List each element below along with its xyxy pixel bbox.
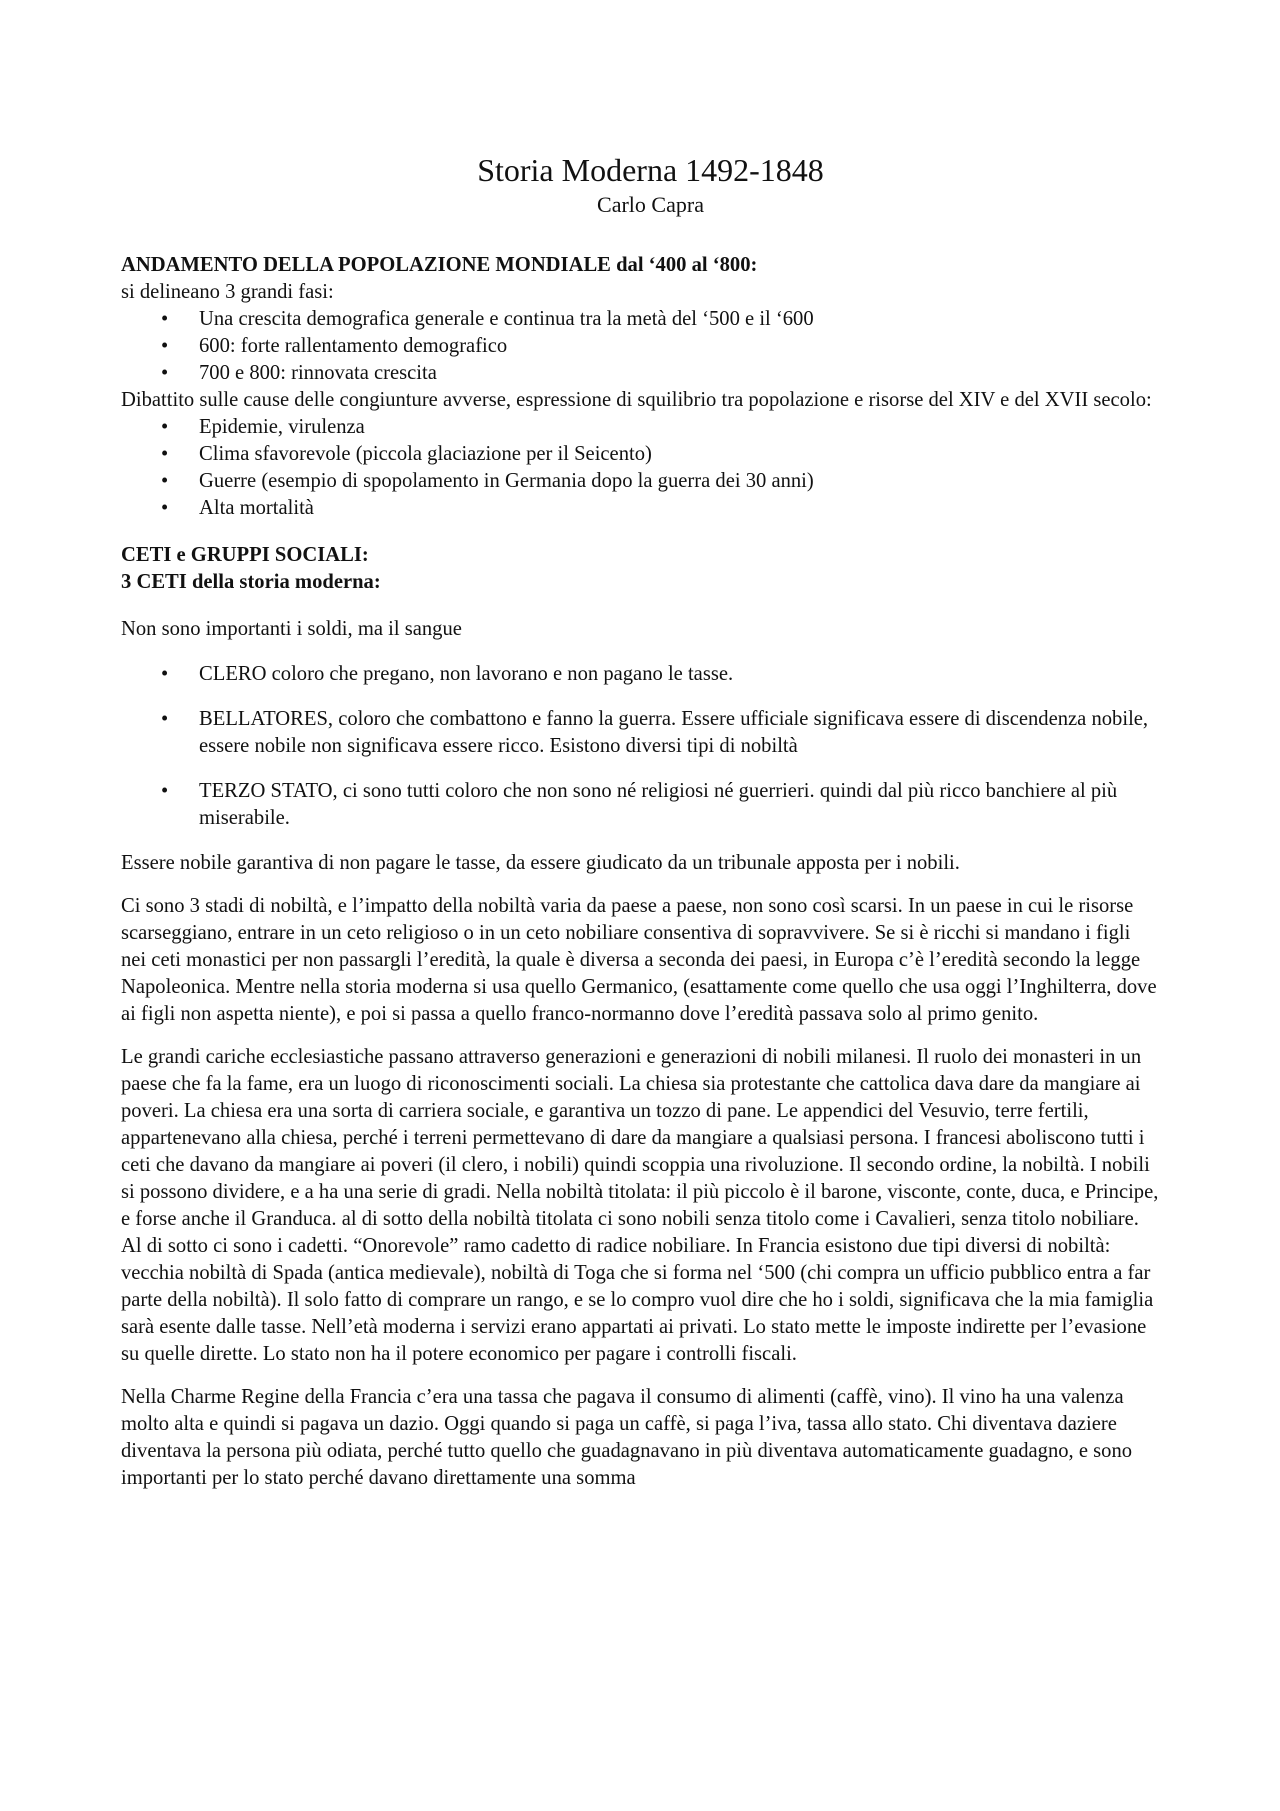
- document-title: Storia Moderna 1492-1848: [477, 152, 824, 188]
- list-item: • Clima sfavorevole (piccola glaciazione per il Seicento): [199, 441, 1160, 468]
- list-item: • Alta mortalità: [199, 495, 1160, 522]
- list-item: • BELLATORES, coloro che combattono e fanno la guerra. Essere ufficiale significava essere di discendenza nobile, essere nobile non significava essere ricco. Esistono diversi tipi di nobiltà: [199, 706, 1160, 760]
- list-item: • Epidemie, virulenza: [199, 414, 1160, 441]
- causes-list: [121, 414, 1160, 522]
- phases-list: [121, 306, 1160, 387]
- section-heading-ceti: CETI e GRUPPI SOCIALI:: [121, 544, 369, 566]
- body-paragraph: Le grandi cariche ecclesiastiche passano attraverso generazioni e generazioni di nobili milanesi. Il ruolo dei monasteri in un paese che fa la fame, era un luogo di riconoscimenti sociali. La chiesa sia protestante che cattolica dava dare da mangiare ai poveri. La chiesa era una sorta di carriera sociale, e garantiva un tozzo di pane. Le appendici del Vesuvio, terre fertili, appartenevano alla chiesa, perché i terreni permettevano di dare da mangiare a qualsiasi persona. I francesi aboliscono tutti i ceti che davano da mangiare ai poveri (il clero, i nobili) quindi scoppia una rivoluzione. Il secondo ordine, la nobiltà. I nobili si possono dividere, e a ha una serie di gradi. Nella nobiltà titolata: il più piccolo è il barone, visconte, conte, duca, e Principe, e forse anche il Granduca. al di sotto della nobiltà titolata ci sono nobili senza titolo come i Cavalieri, senza titolo nobiliare. Al di sotto ci sono i cadetti. “Onorevole” ramo cadetto di radice nobiliare. In Francia esistono due tipi diversi di nobiltà: vecchia nobiltà di Spada (antica medievale), nobiltà di Toga che si forma nel ‘500 (chi compra un ufficio pubblico entra a far parte della nobiltà). Il solo fatto di comprare un rango, e se lo compro vuol dire che ho i soldi, significava che la mia famiglia sarà esente dalle tasse. Nell’età moderna i servizi erano appartati ai privati. Lo stato mette le imposte indirette per l’evasione su quelle dirette. Lo stato non ha il potere economico per pagare i controlli fiscali.: [121, 1046, 1159, 1365]
- list-item: • CLERO coloro che pregano, non lavorano e non pagano le tasse.: [199, 661, 1160, 688]
- body-paragraph: Nella Charme Regine della Francia c’era una tassa che pagava il consumo di alimenti (caffè, vino). Il vino ha una valenza molto alta e quindi si pagava un dazio. Oggi quando si paga un caffè, si paga l’iva, tassa allo stato. Chi diventava daziere diventava la persona più odiata, perché tutto quello che guadagnavano in più diventava automaticamente guadagno, e sono importanti per lo stato perché davano direttamente una somma: [121, 1386, 1133, 1489]
- list-item: • Guerre (esempio di spopolamento in Germania dopo la guerra dei 30 anni): [199, 468, 1160, 495]
- ceti-list: [121, 661, 1160, 832]
- list-item: • TERZO STATO, ci sono tutti coloro che non sono né religiosi né guerrieri. quindi dal più ricco banchiere al più miserabile.: [199, 778, 1160, 832]
- body-paragraph: Essere nobile garantiva di non pagare le tasse, da essere giudicato da un tribunale apposta per i nobili.: [121, 852, 960, 874]
- list-item: • Una crescita demografica generale e continua tra la metà del ‘500 e il ‘600: [199, 306, 1160, 333]
- body-paragraph: Ci sono 3 stadi di nobiltà, e l’impatto della nobiltà varia da paese a paese, non sono così scarsi. In un paese in cui le risorse scarseggiano, entrare in un ceto religioso o in un ceto nobiliare consentiva di sopravvivere. Se si è ricchi si mandano i figli nei ceti monastici per non passargli l’eredità, la quale è diversa a seconda dei paesi, in Europa c’è l’eredità secondo la legge Napoleonica. Mentre nella storia moderna si usa quello Germanico, (esattamente come quello che usa oggi l’Inghilterra, dove ai figli non aspetta niente), e poi si passa a quello franco-normanno dove l’eredità passava solo al primo genito.: [121, 895, 1157, 1025]
- section-heading-population: ANDAMENTO DELLA POPOLAZIONE MONDIALE dal ‘400 al ‘800:: [121, 254, 758, 276]
- debate-paragraph: Dibattito sulle cause delle congiunture avverse, espressione di squilibrio tra popolazione e risorse del XIV e del XVII secolo:: [121, 389, 1152, 411]
- section-intro-phases: si delineano 3 grandi fasi:: [121, 281, 334, 303]
- list-item: • 700 e 800: rinnovata crescita: [199, 360, 1160, 387]
- ceti-intro: Non sono importanti i soldi, ma il sangue: [121, 618, 462, 640]
- section-subheading-ceti: 3 CETI della storia moderna:: [121, 571, 381, 593]
- document-author: Carlo Capra: [597, 192, 704, 217]
- list-item: • 600: forte rallentamento demografico: [199, 333, 1160, 360]
